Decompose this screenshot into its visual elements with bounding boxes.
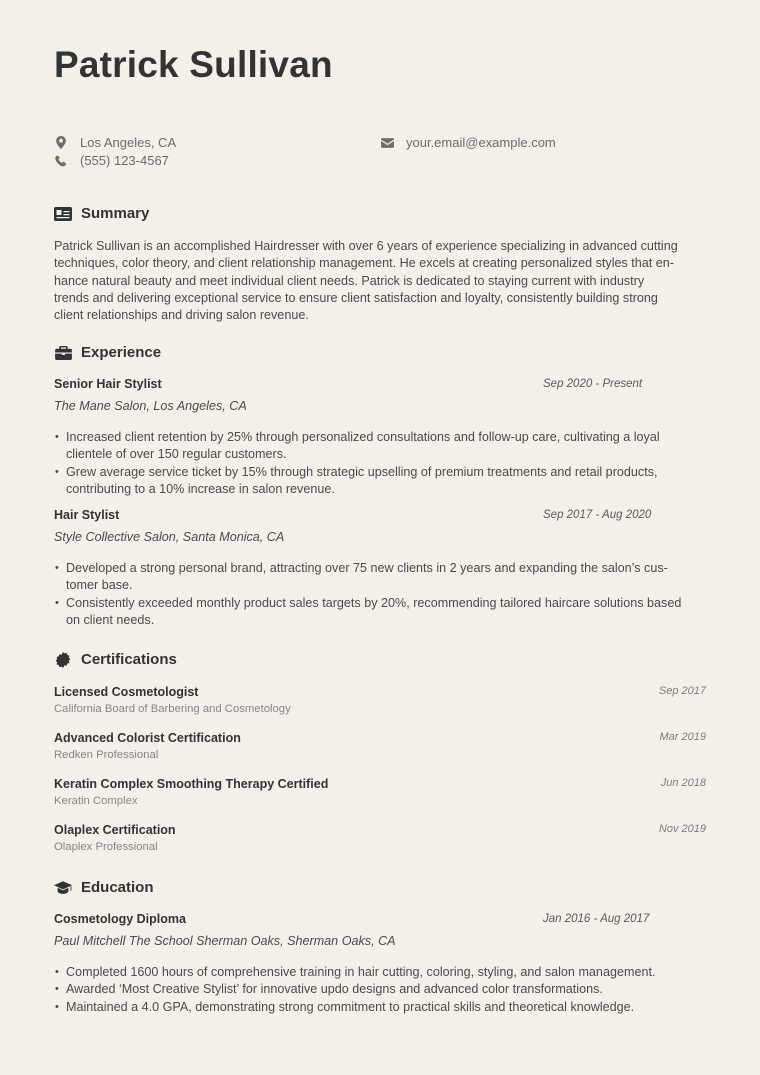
map-pin-icon [54,136,68,149]
experience-heading [54,344,161,361]
certifications-title: Certifications [81,651,177,668]
id-card-icon [54,206,72,222]
certifications-heading [54,651,177,668]
bullet-item [54,429,704,464]
bullet-line: on client needs. [66,612,155,627]
bullet-item [54,595,704,630]
experience-title: Experience [81,344,162,361]
cert-issuer: Redken Professional [54,749,159,761]
cert-name: Advanced Colorist Certification [54,731,241,745]
cert-name: Keratin Complex Smoothing Therapy Certified [54,777,329,791]
bullet-line: Increased client retention by 25% through personalized consultations and follow-up care, cultivating a loyal [66,430,660,444]
bullet-item: • Maintained a 4.0 GPA, demonstrating strong commitment to practical skills and theoretical knowledge. [54,999,704,1016]
job-title: Senior Hair Stylist [54,377,162,391]
summary-line: client relationships and driving salon revenue. [54,308,309,323]
summary-heading [54,205,149,222]
summary-text [54,238,704,324]
phone-text: (555) 123-4567 [80,153,169,168]
candidate-name: Patrick Sullivan [54,44,333,85]
bullet-line: tomer base. [66,578,133,593]
contact-phone [54,153,169,168]
cert-date: Mar 2019 [659,731,706,743]
location-text: Los Angeles, CA [80,135,177,150]
education-bullets [54,964,704,1016]
bullet-item: • Completed 1600 hours of comprehensive training in hair cutting, coloring, styling, and salon management. [54,964,704,981]
briefcase-icon [54,345,72,361]
bullet-item [54,464,704,499]
contact-location [54,135,176,150]
envelope-icon [380,138,394,148]
cert-date: Jun 2018 [660,777,706,789]
cert-issuer: Olaplex Professional [54,841,158,853]
phone-icon [54,155,68,167]
job-title: Hair Stylist [54,508,120,522]
bullet-line: Developed a strong personal brand, attracting over 75 new clients in 2 years and expanding the salon’s cus- [66,561,668,575]
certificate-icon [54,652,72,668]
education-heading [54,879,154,896]
summary-title: Summary [81,205,150,222]
bullet-line: contributing to a 10% increase in salon revenue. [66,481,335,496]
cert-date: Sep 2017 [658,685,706,697]
contact-email [380,135,556,150]
education-dates: Jan 2016 - Aug 2017 [543,913,650,925]
job-bullets [54,429,704,498]
bullet-line: clientele of over 150 regular customers. [66,447,287,462]
job-company: Style Collective Salon, Santa Monica, CA [54,530,285,544]
job-dates: Sep 2017 - Aug 2020 [543,509,652,521]
bullet-line: Consistently exceeded monthly product sales targets by 20%, recommending tailored haircare solutions based [66,595,682,610]
cert-date: Nov 2019 [658,823,706,835]
graduation-cap-icon [54,880,72,896]
cert-issuer: California Board of Barbering and Cosmetology [54,703,291,715]
cert-name: Olaplex Certification [54,823,176,837]
summary-line: trends and delivering exceptional service to ensure client satisfaction and loyalty, consistently building strong [54,290,658,305]
bullet-item [54,560,704,595]
cert-name: Licensed Cosmetologist [54,685,199,699]
job-dates: Sep 2020 - Present [543,378,643,390]
summary-line: techniques, color theory, and client relationship management. He excels at creating personalized styles that en- [54,256,675,271]
email-link[interactable]: your.email@example.com [406,135,556,150]
job-company: The Mane Salon, Los Angeles, CA [54,399,247,413]
degree-title: Cosmetology Diploma [54,912,186,926]
education-title: Education [81,879,154,896]
bullet-item: • Awarded ‘Most Creative Stylist’ for innovative updo designs and advanced color transformations. [54,981,704,998]
school-name: Paul Mitchell The School Sherman Oaks, Sherman Oaks, CA [54,934,396,948]
cert-issuer: Keratin Complex [54,795,138,807]
job-bullets [54,560,704,629]
bullet-line: Grew average service ticket by 15% through strategic upselling of premium treatments and retail products, [66,464,658,479]
summary-line: hance natural beauty and meet individual client needs. Patrick is dedicated to staying current with industry [54,273,645,288]
summary-line: Patrick Sullivan is an accomplished Hairdresser with over 6 years of experience specializing in advanced cutting [54,239,678,253]
